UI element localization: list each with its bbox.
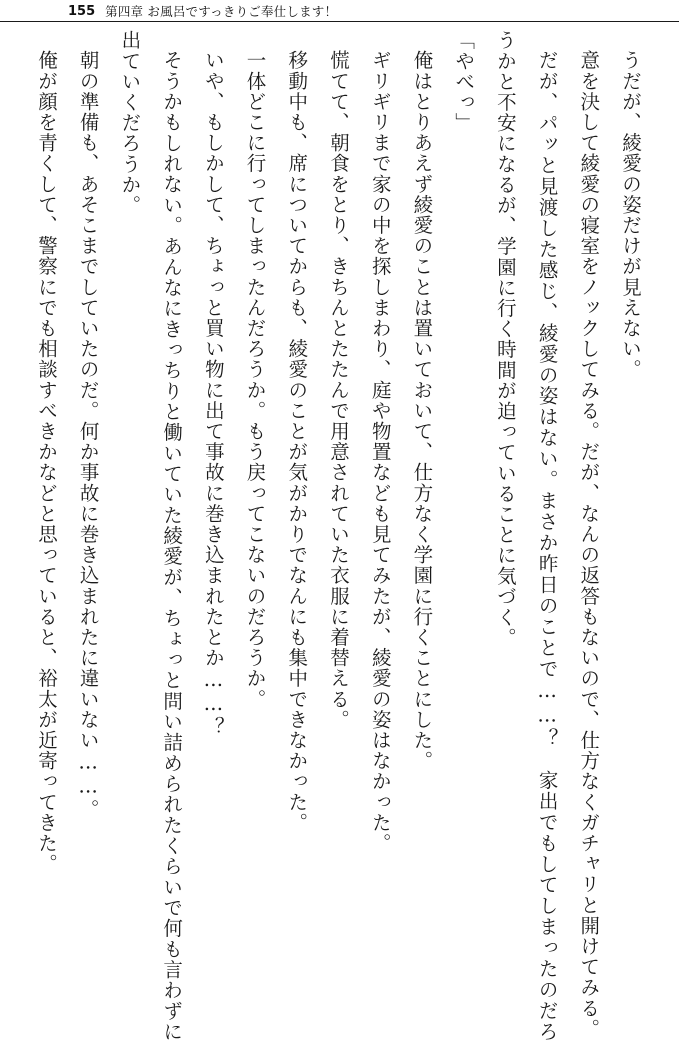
paragraph: 「やべっ」 <box>452 30 476 133</box>
paragraph: 慌てて、朝食をとり、きちんとたたんで用意されていた衣服に着替える。 <box>326 50 350 730</box>
paragraph: 朝の準備も、あそこまでしていたのだ。何か事故に巻き込まれたに違いない……。 <box>76 50 100 820</box>
paragraph: だが、パッと見渡した感じ、綾愛の姿はない。まさか昨日のことで……？ 家出でもしてしまったのだろうかと不安になるが、学園に行く時間が迫っていることに気づく。 <box>493 30 559 1042</box>
paragraph: そうかもしれない。あんなにきっちりと働いていた綾愛が、ちょっと問い詰められたくらいで何も言わずに出ていくだろうか。 <box>118 30 184 1042</box>
page-number: 155 <box>68 3 96 19</box>
paragraph: 移動中も、席についてからも、綾愛のことが気がかりでなんにも集中できなかった。 <box>285 50 309 833</box>
paragraph: いや、もしかして、ちょっと買い物に出て事故に巻き込まれたとか……？ <box>201 50 225 737</box>
paragraph: 意を決して綾愛の寝室をノックしてみる。だが、なんの返答もないので、仕方なくガチャリと開けてみる。 <box>577 50 601 1039</box>
header-divider <box>0 21 679 22</box>
paragraph: ギリギリまで家の中を探しまわり、庭や物置なども見てみたが、綾愛の姿はなかった。 <box>368 50 392 854</box>
chapter-title: 第四章 お風呂ですっきりご奉仕します！ <box>105 4 338 19</box>
paragraph: 俺が顔を青くして、警察にでも相談すべきかなどと思っていると、裕太が近寄ってきた。 <box>34 50 58 874</box>
vertical-text-column <box>28 30 651 1042</box>
paragraph: 一体どこに行ってしまったんだろうか。もう戻ってこないのだろうか。 <box>243 50 267 710</box>
page-body <box>0 30 679 1045</box>
paragraph: 俺はとりあえず綾愛のことは置いておいて、仕方なく学園に行くことにした。 <box>410 50 434 771</box>
page-header <box>0 0 679 22</box>
paragraph: うだが、綾愛の姿だけが見えない。 <box>619 50 642 380</box>
